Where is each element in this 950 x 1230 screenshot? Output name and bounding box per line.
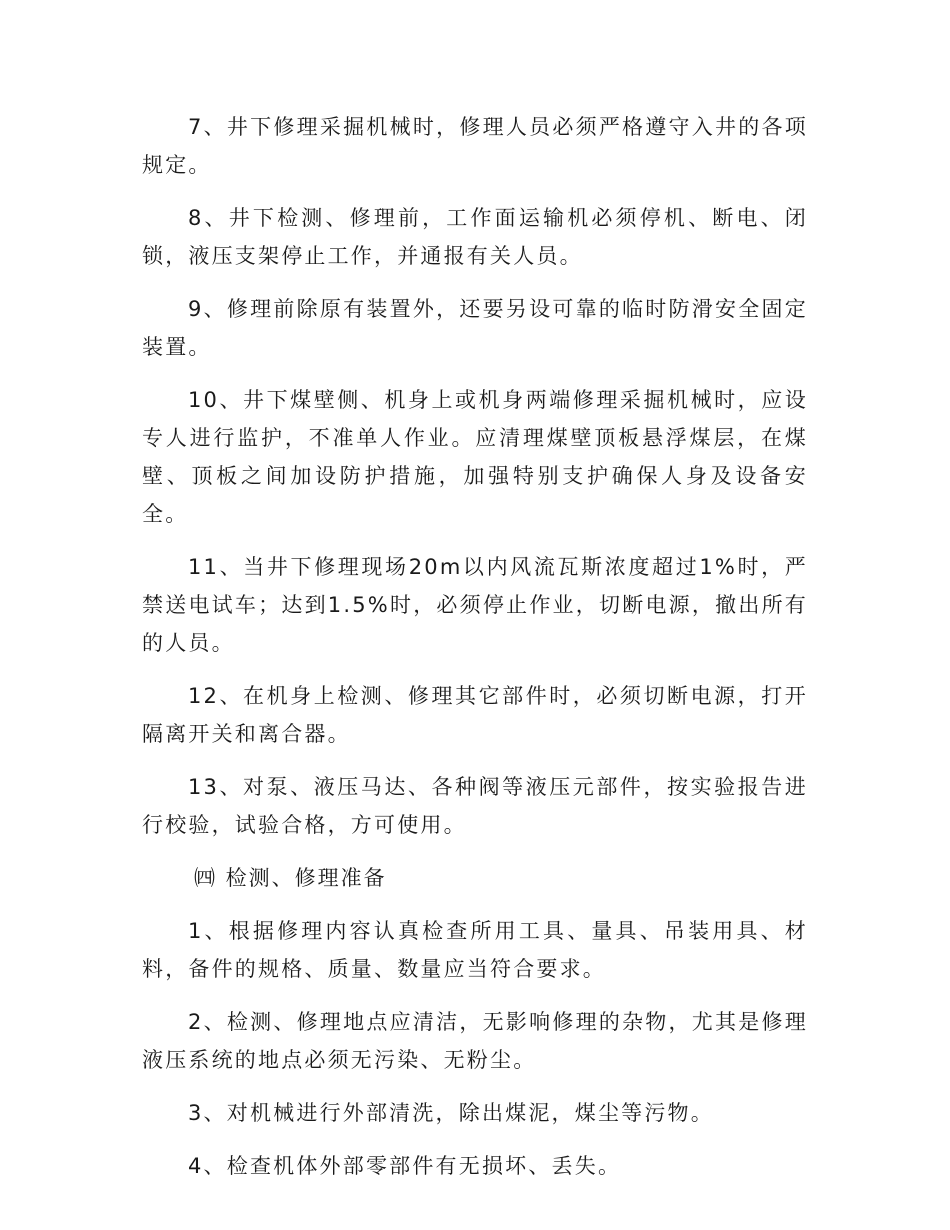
paragraph-prep-4: 4、检查机体外部零部件有无损坏、丢失。 [188,1154,622,1178]
section-heading: ㈣ 检测、修理准备 [194,866,387,890]
paragraph-rule-9: 9、修理前除原有装置外，还要另设可靠的临时防滑安全固定装置。 [142,297,808,359]
paragraph-rule-10: 10、井下煤壁侧、机身上或机身两端修理采掘机械时，应设专人进行监护，不准单人作业。应清理煤壁顶板悬浮煤层，在煤壁、顶板之间加设防护措施，加强特别支护确保人身及设备安全。 [142,388,808,526]
paragraph-rule-12: 12、在机身上检测、修理其它部件时，必须切断电源，打开隔离开关和离合器。 [142,684,808,746]
paragraph-rule-11: 11、当井下修理现场20m以内风流瓦斯浓度超过1%时，严禁送电试车；达到1.5%时，必须停止作业，切断电源，撤出所有的人员。 [142,555,808,655]
paragraph-prep-3: 3、对机械进行外部清洗，除出煤泥，煤尘等污物。 [188,1101,714,1125]
paragraph-prep-2: 2、检测、修理地点应清洁，无影响修理的杂物，尤其是修理液压系统的地点必须无污染、无粉尘。 [142,1010,808,1072]
paragraph-rule-8: 8、井下检测、修理前，工作面运输机必须停机、断电、闭锁，液压支架停止工作，并通报有关人员。 [142,206,808,268]
paragraph-rule-13: 13、对泵、液压马达、各种阀等液压元部件，按实验报告进行校验，试验合格，方可使用。 [142,775,808,837]
paragraph-rule-7: 7、井下修理采掘机械时，修理人员必须严格遵守入井的各项规定。 [142,115,808,177]
paragraph-prep-1: 1、根据修理内容认真检查所用工具、量具、吊装用具、材料，备件的规格、质量、数量应当符合要求。 [142,919,808,981]
document-body [142,108,808,1200]
